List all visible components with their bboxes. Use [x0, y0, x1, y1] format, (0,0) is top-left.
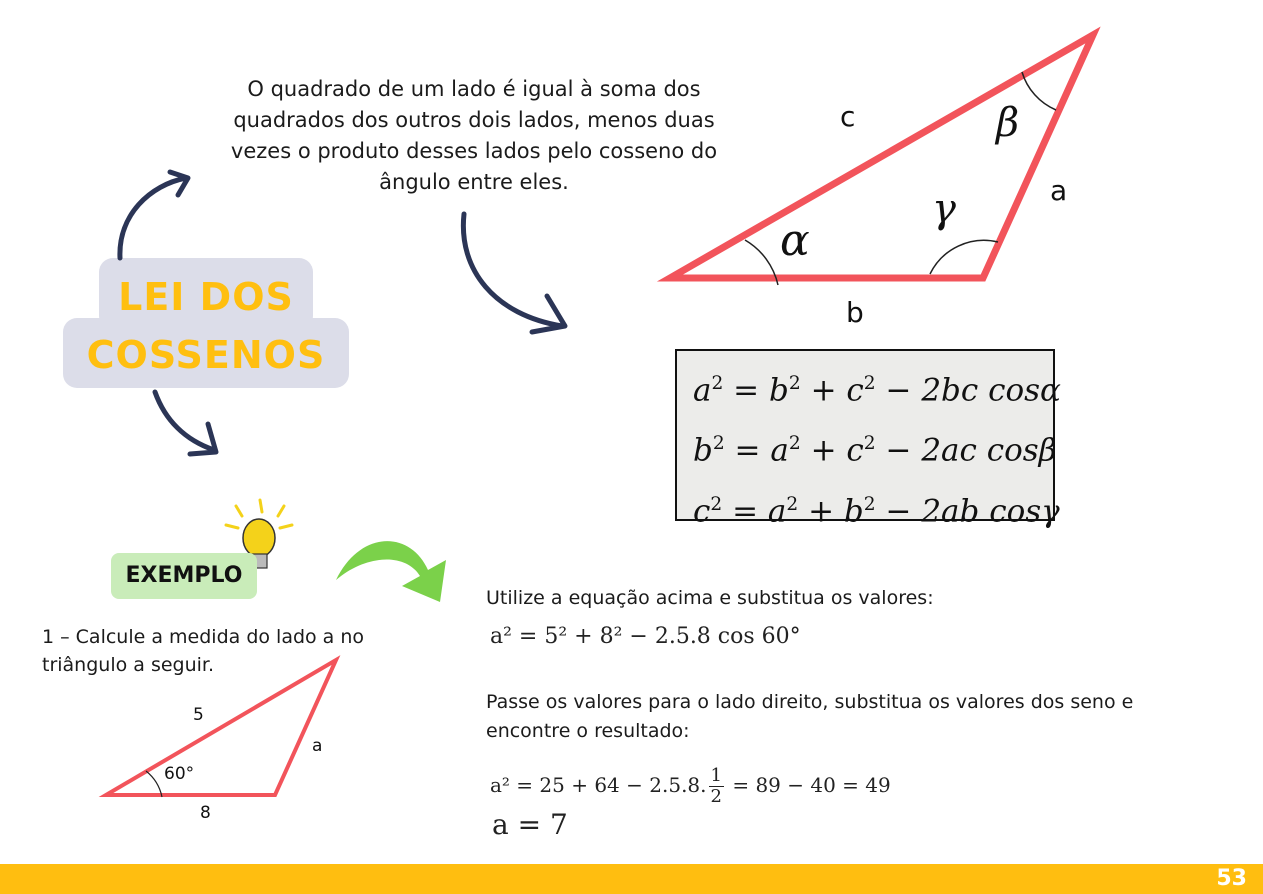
angle-alpha-label: α — [780, 215, 810, 266]
formula-a-tail: 2bc cos — [921, 372, 1041, 409]
law-statement: O quadrado de um lado é igual à soma dos quadrados dos outros dois lados, menos duas vezes o produto desses lados pelo cosseno do ângulo entre eles. — [230, 77, 718, 194]
example-badge: EXEMPLO — [111, 553, 257, 599]
arrow-statement-head — [532, 296, 565, 332]
formula-a-rhs2: c — [846, 372, 864, 409]
formula-b-tail: 2ac cos — [921, 432, 1039, 469]
formula-box — [675, 349, 1061, 529]
formula-b-rhs1: a — [770, 432, 789, 469]
step2-math — [490, 764, 891, 807]
side-a-label: a — [1050, 174, 1068, 207]
example-triangle — [106, 660, 336, 795]
example-side-top-label: 5 — [193, 705, 204, 725]
formula-a-angle: α — [1040, 372, 1061, 409]
example-side-bottom-label: 8 — [200, 803, 211, 823]
formula-b-angle: β — [1038, 432, 1057, 469]
angle-gamma-label: γ — [932, 186, 956, 232]
formula-b: $b^2 = a^2 + c^2 - 2ac$ cosβ — [693, 432, 1057, 469]
green-arrow-icon — [336, 541, 446, 602]
formula-c-lhs: c — [693, 492, 711, 529]
step2-math-left: a² = 25 + 64 − 2.5.8. — [490, 773, 707, 797]
formula-b-rhs2: c — [846, 432, 864, 469]
main-triangle — [670, 35, 1093, 278]
angle-beta-label: β — [996, 100, 1020, 146]
arrow-statement-to-triangle-icon — [463, 214, 562, 326]
arrow-up-icon — [120, 178, 186, 258]
formula-c-rhs2: b — [843, 492, 864, 529]
result: a = 7 — [492, 808, 568, 841]
example-angle-label: 60° — [164, 764, 195, 784]
formula-c-tail: 2ab cos — [921, 492, 1042, 529]
step2-text: Passe os valores para o lado direito, substitua os valores dos seno e encontre o resultado: — [486, 691, 1134, 742]
step2-frac-den: 2 — [710, 786, 722, 807]
step2-math-right: = 89 − 40 = 49 — [732, 773, 891, 797]
step1-math: a² = 5² + 8² − 2.5.8 cos 60° — [490, 624, 801, 649]
formula-c-angle: γ — [1041, 492, 1060, 529]
page-title-line2: COSSENOS — [86, 333, 326, 377]
formula-a-rhs1: b — [769, 372, 789, 409]
formula-a: $a^2 = b^2 + c^2 - 2bc$ cosα — [693, 372, 1061, 409]
formula-b-lhs: b — [693, 432, 713, 469]
formula-c-rhs1: a — [767, 492, 787, 529]
page-number: 53 — [1216, 866, 1247, 891]
page-title-line1: LEI DOS — [118, 275, 294, 319]
formula-a-lhs: a — [693, 372, 712, 409]
step2-frac-num: 1 — [710, 765, 722, 786]
arrow-down-icon — [155, 392, 214, 450]
example-question: 1 – Calcule a medida do lado a no triângulo a seguir. — [42, 626, 365, 676]
footer-bar — [0, 864, 1263, 894]
side-c-label: c — [840, 100, 856, 133]
formula-c: $c^2 = a^2 + b^2 - 2ab$ cosγ — [693, 492, 1060, 529]
step1-text: Utilize a equação acima e substitua os valores: — [486, 587, 934, 609]
step2-fraction — [709, 766, 724, 807]
side-b-label: b — [846, 296, 864, 329]
example-side-right-label: a — [312, 736, 323, 756]
